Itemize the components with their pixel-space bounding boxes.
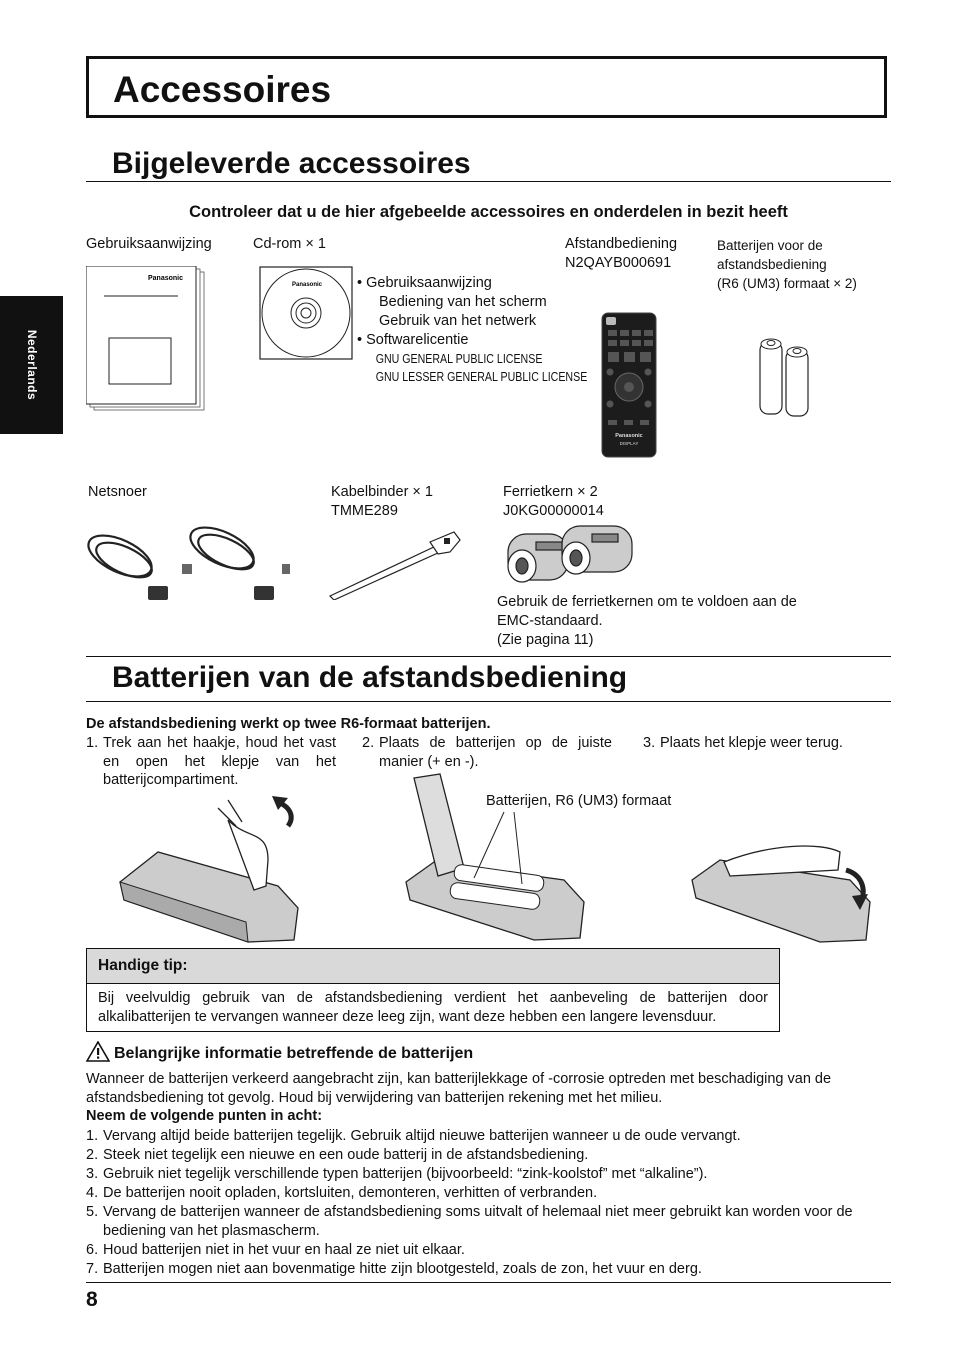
batteries-illustration: [755, 336, 817, 418]
batteries-intro: De afstandsbediening werkt op twee R6-formaat batterijen.: [86, 716, 491, 732]
list-item: 7. Batterijen mogen niet aan bovenmatige hitte zijn blootgesteld, zoals de zon, het vuur en derg.: [86, 1261, 702, 1277]
step-1-illustration: [118, 790, 308, 946]
section-subtitle: Controleer dat u de hier afgebeelde accessoires en onderdelen in bezit heeft: [189, 203, 788, 221]
cdrom-label: Cd-rom × 1: [253, 236, 326, 252]
power-cord-illustration: [82, 518, 292, 610]
tip-text: Bij veelvuldig gebruik van de afstandsbediening verdient het aanbeveling de batterijen door alkalibatterijen te vervangen wanneer deze leeg zijn, want deze hebben een langere levensduur.: [98, 990, 768, 1025]
footer-rule: [86, 1282, 891, 1283]
cable-binder-name: Kabelbinder × 1: [331, 484, 433, 500]
warning-intro: Wanneer de batterijen verkeerd aangebracht zijn, kan batterijlekkage of -corrosie optreden met beschadiging van de afstandsbediening tot gevolg. Houd bij verwijdering van batterijen rekening met het milieu.: [86, 1071, 832, 1106]
manual-label: Gebruiksaanwijzing: [86, 236, 212, 252]
remote-model: N2QAYB000691: [565, 255, 672, 271]
step-3-illustration: [690, 840, 876, 946]
remote-brand: Panasonic: [615, 433, 643, 439]
tip-box: [86, 948, 780, 1032]
step-2: 2. Plaats de batterijen op de juiste manier (+ en -).: [362, 735, 612, 770]
manual-brand: Panasonic: [148, 275, 184, 282]
section-title-accessories: Bijgeleverde accessoires: [112, 147, 471, 180]
cdrom-illustration: [259, 266, 353, 360]
step-3: 3. Plaats het klepje weer terug.: [643, 735, 843, 751]
list-item: 4. De batterijen nooit opladen, kortsluiten, demonteren, verhitten of verbranden.: [86, 1185, 598, 1201]
page-title: Accessoires: [113, 69, 332, 110]
ferrite-core-illustration: [500, 520, 640, 590]
remote-name: Afstandbediening: [565, 236, 678, 252]
warning-heading: Belangrijke informatie betreffende de batterijen: [114, 1045, 474, 1062]
manual-illustration: [86, 266, 212, 412]
section-rule: [86, 181, 891, 182]
power-cord-label: Netsnoer: [88, 484, 147, 500]
cable-binder-model: TMME289: [331, 503, 398, 519]
ferrite-name: Ferrietkern × 2: [503, 484, 598, 500]
step-2-illustration: [404, 772, 598, 944]
list-item: 1. Vervang altijd beide batterijen tegelijk. Gebruik altijd nieuwe batterijen wanneer u de oude vervangt.: [86, 1128, 741, 1144]
remote-control-illustration: [600, 312, 658, 458]
battery-label: Batterijen, R6 (UM3) formaat: [486, 793, 672, 809]
tip-heading: Handige tip:: [98, 957, 188, 974]
section-rule-top: [86, 656, 891, 657]
list-item: 3. Gebruik niet tegelijk verschillende typen batterijen (bijvoorbeeld: “zink-koolstof” met “alkaline”).: [86, 1166, 708, 1182]
language-side-tab: [0, 296, 63, 434]
section-title-batteries: Batterijen van de afstandsbediening: [112, 661, 628, 694]
language-label: Nederlands: [24, 329, 39, 401]
page-number: 8: [86, 1288, 98, 1311]
ferrite-note: Gebruik de ferrietkernen om te voldoen aan de EMC-standaard. (Zie pagina 11): [497, 594, 797, 648]
cable-binder-illustration: [326, 528, 466, 600]
list-item: 5. Vervang de batterijen wanneer de afstandsbediening soms uitvalt of helemaal niet meer gebruikt kan worden voor de bediening van het plasmascherm.: [86, 1204, 853, 1239]
cd-contents: • Gebruiksaanwijzing Bediening van het scherm Gebruik van het netwerk • Softwarelicentie GNU GENERAL PUBLIC LICENSE GNU LESSER GENERAL PUBLIC LICENSE: [357, 275, 588, 384]
batteries-label: Batterijen voor de afstandsbediening (R6 (UM3) formaat × 2): [717, 238, 857, 291]
section-rule: [86, 701, 891, 702]
ferrite-model: J0KG00000014: [503, 503, 604, 519]
cd-brand: Panasonic: [292, 282, 323, 288]
remote-display-label: DISPLAY: [619, 441, 639, 446]
points-heading: Neem de volgende punten in acht:: [86, 1108, 323, 1124]
list-item: 6. Houd batterijen niet in het vuur en haal ze niet uit elkaar.: [86, 1242, 465, 1258]
warning-triangle-icon: [86, 1041, 110, 1062]
list-item: 2. Steek niet tegelijk een nieuwe en een oude batterij in de afstandsbediening.: [86, 1147, 589, 1163]
tip-header: [87, 949, 779, 984]
warning-points-list: [86, 1127, 894, 1279]
page-title-box: [86, 56, 887, 118]
step-1: 1. Trek aan het haakje, houd het vast en open het klepje van het batterijcompartiment.: [86, 735, 336, 788]
